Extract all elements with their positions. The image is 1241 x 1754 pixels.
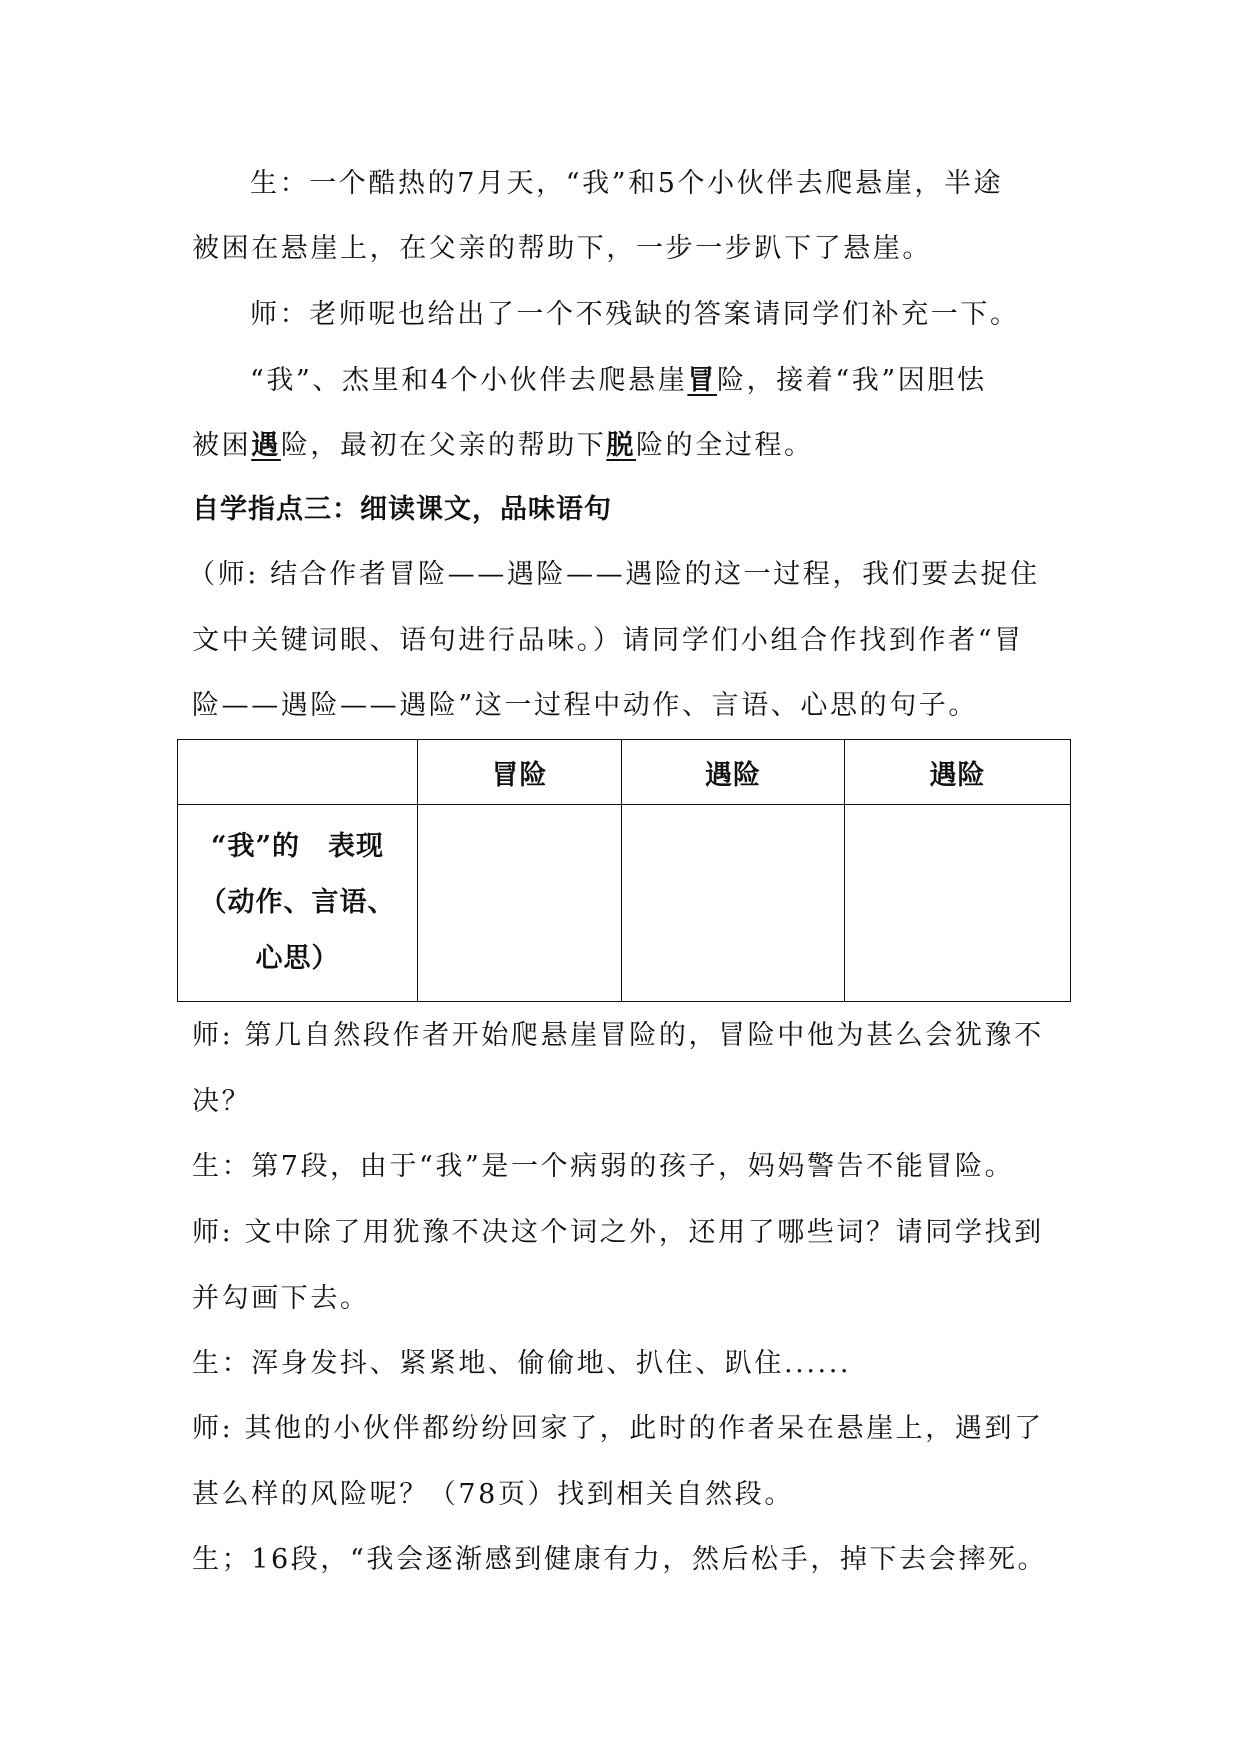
emphasized-char: 遇 [251,430,281,461]
paragraph-line: 生；16段，“我会逐渐感到健康有力，然后松手，掉下去会摔死。 [192,1544,1048,1575]
paragraph-line: 师: 第几自然段作者开始爬悬崖冒险的，冒险中他为甚么会犹豫不 [192,1020,1044,1051]
paragraph-line: 师: 文中除了用犹豫不决这个词之外，还用了哪些词？请同学找到 [192,1217,1044,1248]
paragraph-line: 生：一个酷热的7月天，“我”和5个小伙伴去爬悬崖，半途 [250,168,1004,199]
table-header-cell: 遇险 [845,740,1071,805]
paragraph-line [192,428,1072,464]
analysis-table [177,739,1071,1002]
paragraph-line: 险——遇险——遇险”这一过程中动作、言语、心思的句子。 [192,690,979,721]
text-run: 险，接着“我”因胆怯 [717,365,987,396]
paragraph-line: 并勾画下去。 [192,1283,370,1314]
text-run: 被困 [192,430,252,461]
text-run: 险，最初在父亲的帮助下 [280,430,607,461]
emphasized-char: 冒 [687,365,717,396]
emphasized-char: 脱 [606,430,637,461]
text-run: 险的全过程。 [636,430,814,461]
row-label-cell [178,805,418,1002]
paragraph-line: 决？ [192,1086,252,1117]
paragraph-line: 师：老师呢也给出了一个不残缺的答案请同学们补充一下。 [250,299,1020,330]
paragraph-line [250,363,1070,399]
section-heading: 自学指点三：细读课文，品味语句 [192,494,612,525]
table-header-row [178,740,1071,805]
paragraph-line: 师: 其他的小伙伴都纷纷回家了，此时的作者呆在悬崖上，遇到了 [192,1413,1044,1444]
table-cell [622,805,845,1002]
row-label-line: （动作、言语、 [199,887,396,918]
paragraph-line: 文中关键词眼、语句进行品味。）请同学们小组合作找到作者“冒 [192,625,1024,656]
table-header-cell: 冒险 [418,740,622,805]
table-row [178,805,1071,1002]
text-run: “我”、杰里和4个小伙伴去爬悬崖 [250,365,688,396]
table-header-cell [178,740,418,805]
table-cell [845,805,1071,1002]
paragraph-line: 被困在悬崖上，在父亲的帮助下，一步一步趴下了悬崖。 [192,233,932,264]
row-label-line: 心思） [255,943,340,974]
table-cell [418,805,622,1002]
table-header-cell: 遇险 [622,740,845,805]
row-label-line: “我”的 表现 [210,831,385,862]
paragraph-line: 生：第7段，由于“我”是一个病弱的孩子，妈妈警告不能冒险。 [192,1151,1015,1182]
paragraph-line: 甚么样的风险呢？（78页）找到相关自然段。 [192,1479,794,1510]
paragraph-line: 生：浑身发抖、紧紧地、偷偷地、扒住、趴住...... [192,1348,852,1379]
paragraph-line: （师: 结合作者冒险——遇险——遇险的这一过程，我们要去捉住 [188,559,1040,590]
